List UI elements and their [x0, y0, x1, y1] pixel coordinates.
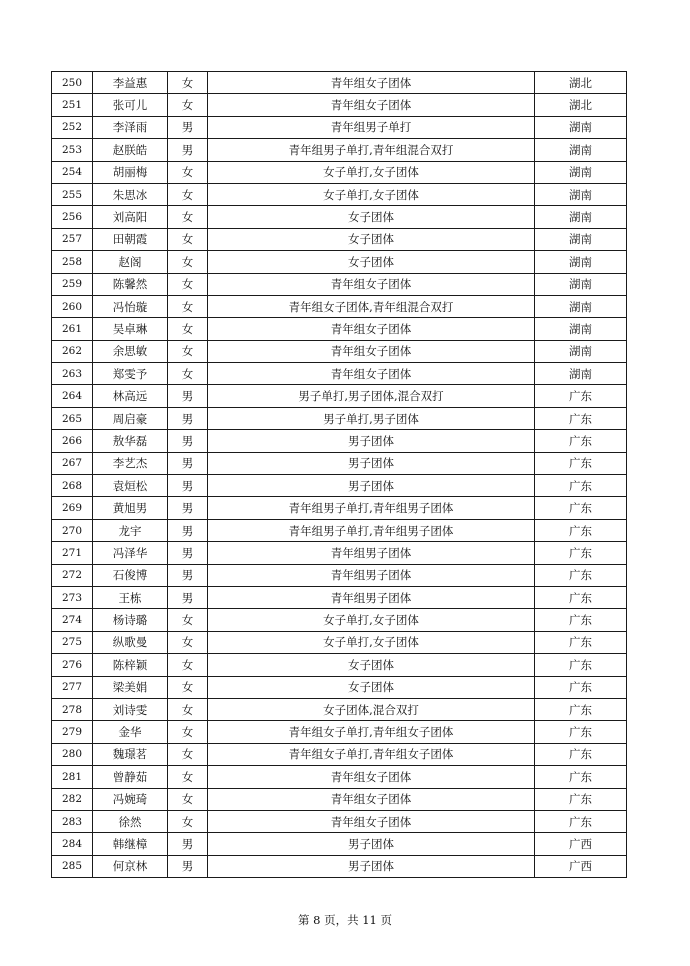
row-number: 261 [52, 318, 93, 340]
table-row [52, 363, 627, 385]
province: 广东 [535, 564, 627, 586]
province: 湖南 [535, 161, 627, 183]
gender: 女 [168, 609, 208, 631]
event-list: 女子团体 [208, 228, 535, 250]
athlete-name: 吴卓琳 [93, 318, 168, 340]
province: 广东 [535, 519, 627, 541]
province: 广东 [535, 407, 627, 429]
event-list: 女子单打,女子团体 [208, 161, 535, 183]
event-list: 青年组女子团体 [208, 340, 535, 362]
row-number: 254 [52, 161, 93, 183]
athlete-name: 金华 [93, 721, 168, 743]
athlete-name: 朱思冰 [93, 183, 168, 205]
province: 广东 [535, 698, 627, 720]
province: 湖南 [535, 340, 627, 362]
row-number: 256 [52, 206, 93, 228]
province: 湖南 [535, 273, 627, 295]
gender: 女 [168, 273, 208, 295]
table-row [52, 295, 627, 317]
province: 湖南 [535, 251, 627, 273]
row-number: 252 [52, 116, 93, 138]
gender: 女 [168, 206, 208, 228]
row-number: 282 [52, 788, 93, 810]
athlete-name: 冯婉琦 [93, 788, 168, 810]
table-row [52, 497, 627, 519]
event-list: 青年组男子团体 [208, 542, 535, 564]
athlete-name: 梁美娟 [93, 676, 168, 698]
table-row [52, 228, 627, 250]
athlete-name: 冯泽华 [93, 542, 168, 564]
row-number: 278 [52, 698, 93, 720]
table-row [52, 183, 627, 205]
athlete-name: 何京林 [93, 855, 168, 877]
province: 广东 [535, 654, 627, 676]
province: 广东 [535, 766, 627, 788]
event-list: 男子团体 [208, 855, 535, 877]
gender: 女 [168, 183, 208, 205]
athlete-name: 纵歌曼 [93, 631, 168, 653]
athlete-name: 李泽雨 [93, 116, 168, 138]
roster-table [51, 71, 627, 878]
event-list: 青年组男子单打 [208, 116, 535, 138]
event-list: 青年组男子单打,青年组男子团体 [208, 497, 535, 519]
row-number: 260 [52, 295, 93, 317]
table-row [52, 564, 627, 586]
province: 广东 [535, 743, 627, 765]
table-row [52, 766, 627, 788]
row-number: 253 [52, 139, 93, 161]
event-list: 青年组女子团体 [208, 94, 535, 116]
gender: 男 [168, 139, 208, 161]
table-row [52, 676, 627, 698]
athlete-name: 李艺杰 [93, 452, 168, 474]
athlete-name: 袁烜松 [93, 475, 168, 497]
table-row [52, 116, 627, 138]
province: 广东 [535, 586, 627, 608]
gender: 女 [168, 340, 208, 362]
gender: 女 [168, 251, 208, 273]
province: 广东 [535, 475, 627, 497]
province: 广东 [535, 788, 627, 810]
province: 广东 [535, 676, 627, 698]
province: 广东 [535, 609, 627, 631]
athlete-name: 李益惠 [93, 72, 168, 94]
gender: 男 [168, 833, 208, 855]
row-number: 251 [52, 94, 93, 116]
gender: 男 [168, 586, 208, 608]
row-number: 258 [52, 251, 93, 273]
province: 广东 [535, 810, 627, 832]
province: 湖北 [535, 94, 627, 116]
table-row [52, 519, 627, 541]
event-list: 女子团体 [208, 654, 535, 676]
event-list: 女子团体 [208, 206, 535, 228]
gender: 女 [168, 788, 208, 810]
event-list: 青年组女子团体 [208, 318, 535, 340]
athlete-name: 冯怡璇 [93, 295, 168, 317]
row-number: 270 [52, 519, 93, 541]
event-list: 男子单打,男子团体 [208, 407, 535, 429]
table-row [52, 340, 627, 362]
province: 广东 [535, 631, 627, 653]
province: 广东 [535, 721, 627, 743]
athlete-name: 张可儿 [93, 94, 168, 116]
athlete-name: 胡丽梅 [93, 161, 168, 183]
row-number: 269 [52, 497, 93, 519]
gender: 女 [168, 743, 208, 765]
row-number: 276 [52, 654, 93, 676]
event-list: 青年组男子单打,青年组混合双打 [208, 139, 535, 161]
table-row [52, 385, 627, 407]
event-list: 男子团体 [208, 430, 535, 452]
gender: 男 [168, 385, 208, 407]
row-number: 255 [52, 183, 93, 205]
table-row [52, 609, 627, 631]
table-row [52, 94, 627, 116]
province: 湖南 [535, 228, 627, 250]
athlete-name: 林高远 [93, 385, 168, 407]
province: 湖南 [535, 183, 627, 205]
event-list: 女子团体 [208, 251, 535, 273]
athlete-name: 龙宇 [93, 519, 168, 541]
athlete-name: 黄旭男 [93, 497, 168, 519]
gender: 女 [168, 295, 208, 317]
event-list: 男子单打,男子团体,混合双打 [208, 385, 535, 407]
event-list: 青年组男子团体 [208, 586, 535, 608]
table-row [52, 139, 627, 161]
province: 湖南 [535, 116, 627, 138]
athlete-name: 郑雯予 [93, 363, 168, 385]
gender: 男 [168, 855, 208, 877]
province: 湖南 [535, 295, 627, 317]
gender: 男 [168, 497, 208, 519]
event-list: 男子团体 [208, 833, 535, 855]
event-list: 青年组男子团体 [208, 564, 535, 586]
gender: 男 [168, 475, 208, 497]
gender: 女 [168, 363, 208, 385]
event-list: 青年组男子单打,青年组男子团体 [208, 519, 535, 541]
row-number: 250 [52, 72, 93, 94]
event-list: 青年组女子团体 [208, 273, 535, 295]
province: 湖北 [535, 72, 627, 94]
row-number: 267 [52, 452, 93, 474]
gender: 男 [168, 542, 208, 564]
province: 广西 [535, 855, 627, 877]
table-row [52, 318, 627, 340]
athlete-name: 周启豪 [93, 407, 168, 429]
event-list: 男子团体 [208, 475, 535, 497]
row-number: 273 [52, 586, 93, 608]
gender: 女 [168, 698, 208, 720]
province: 湖南 [535, 139, 627, 161]
table-row [52, 743, 627, 765]
row-number: 271 [52, 542, 93, 564]
athlete-name: 杨诗璐 [93, 609, 168, 631]
event-list: 青年组女子团体,青年组混合双打 [208, 295, 535, 317]
roster-body [52, 72, 627, 878]
event-list: 青年组女子团体 [208, 363, 535, 385]
gender: 女 [168, 228, 208, 250]
gender: 女 [168, 810, 208, 832]
athlete-name: 徐然 [93, 810, 168, 832]
gender: 女 [168, 318, 208, 340]
event-list: 男子团体 [208, 452, 535, 474]
province: 广东 [535, 497, 627, 519]
gender: 女 [168, 766, 208, 788]
athlete-name: 刘诗雯 [93, 698, 168, 720]
table-row [52, 788, 627, 810]
province: 广东 [535, 385, 627, 407]
gender: 男 [168, 407, 208, 429]
table-row [52, 542, 627, 564]
athlete-name: 魏璟茗 [93, 743, 168, 765]
gender: 男 [168, 116, 208, 138]
event-list: 女子团体,混合双打 [208, 698, 535, 720]
table-row [52, 721, 627, 743]
table-row [52, 586, 627, 608]
athlete-name: 陈梓颖 [93, 654, 168, 676]
row-number: 281 [52, 766, 93, 788]
event-list: 女子单打,女子团体 [208, 631, 535, 653]
row-number: 277 [52, 676, 93, 698]
event-list: 女子团体 [208, 676, 535, 698]
gender: 女 [168, 72, 208, 94]
table-row [52, 273, 627, 295]
gender: 男 [168, 519, 208, 541]
event-list: 青年组女子团体 [208, 72, 535, 94]
table-row [52, 161, 627, 183]
province: 湖南 [535, 206, 627, 228]
province: 广西 [535, 833, 627, 855]
athlete-name: 曾静茹 [93, 766, 168, 788]
athlete-name: 赵阁 [93, 251, 168, 273]
row-number: 275 [52, 631, 93, 653]
gender: 女 [168, 161, 208, 183]
athlete-name: 余思敏 [93, 340, 168, 362]
athlete-name: 刘高阳 [93, 206, 168, 228]
table-row [52, 698, 627, 720]
gender: 女 [168, 654, 208, 676]
province: 广东 [535, 542, 627, 564]
table-row [52, 72, 627, 94]
row-number: 265 [52, 407, 93, 429]
province: 湖南 [535, 318, 627, 340]
athlete-name: 田朝霞 [93, 228, 168, 250]
table-row [52, 206, 627, 228]
athlete-name: 敖华磊 [93, 430, 168, 452]
province: 广东 [535, 452, 627, 474]
athlete-name: 韩继樟 [93, 833, 168, 855]
athlete-name: 王栋 [93, 586, 168, 608]
row-number: 284 [52, 833, 93, 855]
athlete-name: 赵朕皓 [93, 139, 168, 161]
gender: 女 [168, 676, 208, 698]
row-number: 268 [52, 475, 93, 497]
row-number: 262 [52, 340, 93, 362]
table-row [52, 855, 627, 877]
row-number: 272 [52, 564, 93, 586]
event-list: 女子单打,女子团体 [208, 183, 535, 205]
province: 湖南 [535, 363, 627, 385]
row-number: 257 [52, 228, 93, 250]
row-number: 279 [52, 721, 93, 743]
table-row [52, 631, 627, 653]
event-list: 女子单打,女子团体 [208, 609, 535, 631]
row-number: 266 [52, 430, 93, 452]
table-row [52, 810, 627, 832]
gender: 女 [168, 631, 208, 653]
gender: 男 [168, 452, 208, 474]
table-row [52, 475, 627, 497]
row-number: 285 [52, 855, 93, 877]
province: 广东 [535, 430, 627, 452]
event-list: 青年组女子单打,青年组女子团体 [208, 721, 535, 743]
row-number: 274 [52, 609, 93, 631]
gender: 女 [168, 94, 208, 116]
event-list: 青年组女子单打,青年组女子团体 [208, 743, 535, 765]
row-number: 283 [52, 810, 93, 832]
table-row [52, 430, 627, 452]
table-row [52, 654, 627, 676]
gender: 女 [168, 721, 208, 743]
table-row [52, 407, 627, 429]
table-row [52, 833, 627, 855]
row-number: 280 [52, 743, 93, 765]
row-number: 259 [52, 273, 93, 295]
row-number: 264 [52, 385, 93, 407]
table-row [52, 251, 627, 273]
event-list: 青年组女子团体 [208, 810, 535, 832]
event-list: 青年组女子团体 [208, 788, 535, 810]
row-number: 263 [52, 363, 93, 385]
athlete-name: 陈馨然 [93, 273, 168, 295]
event-list: 青年组女子团体 [208, 766, 535, 788]
gender: 男 [168, 430, 208, 452]
gender: 男 [168, 564, 208, 586]
athlete-name: 石俊博 [93, 564, 168, 586]
page-footer: 第 8 页，共 11 页 [297, 913, 393, 927]
table-row [52, 452, 627, 474]
